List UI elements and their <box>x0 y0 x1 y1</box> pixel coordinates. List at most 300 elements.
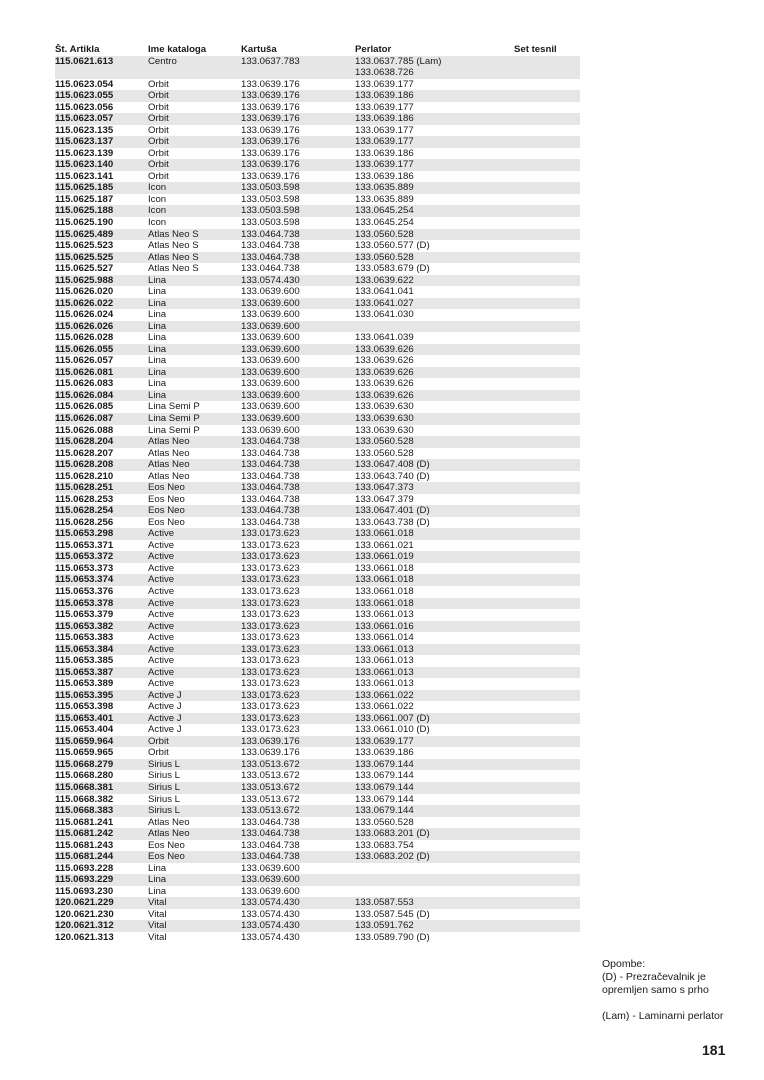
cell-seal-set <box>514 586 580 598</box>
cell-aerator: 133.0639.626 <box>355 355 414 367</box>
cell-cartridge: 133.0464.738 <box>241 459 300 471</box>
table-row <box>55 309 580 321</box>
cell-article-number: 115.0681.243 <box>55 839 114 851</box>
table-row <box>55 909 580 921</box>
cell-seal-set <box>514 540 580 552</box>
cell-catalog-name: Lina <box>148 286 167 298</box>
cell-catalog-name: Atlas Neo <box>148 447 190 459</box>
cell-cartridge: 133.0173.623 <box>241 666 300 678</box>
cell-article-number: 115.0653.401 <box>55 712 114 724</box>
cell-aerator: 133.0661.018 <box>355 562 414 574</box>
cell-cartridge: 133.0574.430 <box>241 908 300 920</box>
cell-article-number: 115.0668.383 <box>55 805 114 817</box>
cell-seal-set <box>514 459 580 471</box>
cell-seal-set <box>514 171 580 183</box>
cell-seal-set <box>514 851 580 863</box>
cell-cartridge: 133.0574.430 <box>241 920 300 932</box>
cell-article-number: 115.0668.279 <box>55 758 114 770</box>
cell-seal-set <box>514 747 580 759</box>
cell-aerator: 133.0661.013 <box>355 655 414 667</box>
cell-aerator: 133.0661.014 <box>355 632 414 644</box>
cell-article-number: 115.0623.137 <box>55 136 114 148</box>
cell-catalog-name: Sirius L <box>148 782 180 794</box>
cell-cartridge: 133.0639.600 <box>241 885 300 897</box>
cell-catalog-name: Lina <box>148 274 167 286</box>
cell-catalog-name: Active <box>148 597 175 609</box>
table-row <box>55 494 580 506</box>
cell-article-number: 115.0625.190 <box>55 216 114 228</box>
cell-article-number: 115.0653.389 <box>55 678 114 690</box>
cell-catalog-name: Active J <box>148 712 182 724</box>
notes <box>602 958 742 1036</box>
cell-catalog-name: Lina <box>148 297 167 309</box>
cell-cartridge: 133.0173.623 <box>241 689 300 701</box>
cell-catalog-name: Atlas Neo <box>148 828 190 840</box>
cell-cartridge: 133.0173.623 <box>241 585 300 597</box>
table-row <box>55 782 580 794</box>
table-row <box>55 148 580 160</box>
cell-aerator: 133.0639.186 <box>355 113 414 125</box>
cell-cartridge: 133.0639.176 <box>241 735 300 747</box>
cell-catalog-name: Centro <box>148 55 177 67</box>
table-row <box>55 644 580 656</box>
cell-cartridge: 133.0173.623 <box>241 724 300 736</box>
cell-aerator: 133.0661.018 <box>355 528 414 540</box>
cell-seal-set <box>514 909 580 921</box>
cell-catalog-name: Active J <box>148 689 182 701</box>
cell-seal-set <box>514 367 580 379</box>
cell-cartridge: 133.0639.600 <box>241 343 300 355</box>
cell-seal-set <box>514 517 580 529</box>
cell-article-number: 115.0668.381 <box>55 782 114 794</box>
table-row <box>55 632 580 644</box>
cell-aerator: 133.0639.630 <box>355 424 414 436</box>
cell-cartridge: 133.0639.600 <box>241 366 300 378</box>
cell-cartridge: 133.0639.600 <box>241 286 300 298</box>
cell-seal-set <box>514 655 580 667</box>
cell-catalog-name: Active <box>148 551 175 563</box>
cell-cartridge: 133.0464.738 <box>241 263 300 275</box>
cell-aerator: 133.0635.889 <box>355 182 414 194</box>
cell-article-number: 115.0653.383 <box>55 632 114 644</box>
cell-seal-set <box>514 701 580 713</box>
note-d: (D) - Prezračevalnik je opremljen samo s prho <box>602 971 709 996</box>
cell-article-number: 115.0653.298 <box>55 528 114 540</box>
cell-catalog-name: Active <box>148 562 175 574</box>
cell-aerator: 133.0560.528 <box>355 436 414 448</box>
table-row <box>55 194 580 206</box>
cell-seal-set <box>514 736 580 748</box>
cell-cartridge: 133.0639.600 <box>241 332 300 344</box>
table-row <box>55 367 580 379</box>
cell-cartridge: 133.0503.598 <box>241 216 300 228</box>
cell-catalog-name: Atlas Neo S <box>148 228 199 240</box>
cell-article-number: 115.0625.185 <box>55 182 114 194</box>
cell-seal-set <box>514 102 580 114</box>
cell-seal-set <box>514 563 580 575</box>
cell-aerator: 133.0661.007 (D) <box>355 712 430 724</box>
cell-cartridge: 133.0639.600 <box>241 424 300 436</box>
table-row <box>55 56 580 79</box>
cell-aerator: 133.0587.545 (D) <box>355 908 430 920</box>
cell-cartridge: 133.0639.600 <box>241 320 300 332</box>
cell-seal-set <box>514 551 580 563</box>
table-row <box>55 401 580 413</box>
cell-catalog-name: Lina <box>148 885 167 897</box>
table-row <box>55 794 580 806</box>
cell-article-number: 115.0626.024 <box>55 309 114 321</box>
cell-seal-set <box>514 448 580 460</box>
cell-article-number: 115.0626.088 <box>55 424 114 436</box>
cell-article-number: 115.0623.057 <box>55 113 114 125</box>
cell-aerator: 133.0639.626 <box>355 389 414 401</box>
cell-article-number: 115.0625.489 <box>55 228 114 240</box>
table-row <box>55 551 580 563</box>
table-row <box>55 747 580 759</box>
cell-aerator: 133.0661.013 <box>355 643 414 655</box>
cell-article-number: 120.0621.313 <box>55 931 114 943</box>
cell-article-number: 115.0626.087 <box>55 413 114 425</box>
cell-aerator: 133.0645.254 <box>355 205 414 217</box>
cell-aerator: 133.0661.016 <box>355 620 414 632</box>
cell-catalog-name: Orbit <box>148 101 169 113</box>
cell-cartridge: 133.0574.430 <box>241 897 300 909</box>
cell-cartridge: 133.0503.598 <box>241 182 300 194</box>
cell-catalog-name: Eos Neo <box>148 851 185 863</box>
table-row <box>55 471 580 483</box>
cell-cartridge: 133.0639.176 <box>241 747 300 759</box>
cell-catalog-name: Lina Semi P <box>148 424 200 436</box>
cell-cartridge: 133.0173.623 <box>241 597 300 609</box>
cell-aerator: 133.0661.021 <box>355 539 414 551</box>
cell-cartridge: 133.0173.623 <box>241 539 300 551</box>
table-row <box>55 344 580 356</box>
cell-article-number: 115.0653.404 <box>55 724 114 736</box>
cell-seal-set <box>514 136 580 148</box>
table-row <box>55 263 580 275</box>
cell-aerator: 133.0641.039 <box>355 332 414 344</box>
cell-article-number: 115.0625.523 <box>55 240 114 252</box>
cell-seal-set <box>514 678 580 690</box>
cell-seal-set <box>514 309 580 321</box>
cell-seal-set <box>514 690 580 702</box>
cell-article-number: 115.0623.055 <box>55 90 114 102</box>
cell-article-number: 115.0626.055 <box>55 343 114 355</box>
cell-article-number: 115.0653.374 <box>55 574 114 586</box>
cell-article-number: 115.0653.378 <box>55 597 114 609</box>
cell-aerator: 133.0641.027 <box>355 297 414 309</box>
cell-aerator: 133.0645.254 <box>355 216 414 228</box>
cell-cartridge: 133.0639.176 <box>241 90 300 102</box>
cell-aerator: 133.0679.144 <box>355 805 414 817</box>
cell-seal-set <box>514 471 580 483</box>
cell-aerator: 133.0661.018 <box>355 585 414 597</box>
cell-cartridge: 133.0639.176 <box>241 136 300 148</box>
table-row <box>55 724 580 736</box>
table-row <box>55 182 580 194</box>
cell-seal-set <box>514 505 580 517</box>
table-row <box>55 886 580 898</box>
cell-aerator: 133.0661.022 <box>355 689 414 701</box>
cell-catalog-name: Vital <box>148 897 167 909</box>
cell-cartridge: 133.0464.738 <box>241 228 300 240</box>
cell-catalog-name: Atlas Neo S <box>148 240 199 252</box>
cell-seal-set <box>514 182 580 194</box>
cell-catalog-name: Atlas Neo <box>148 816 190 828</box>
cell-article-number: 115.0623.135 <box>55 124 114 136</box>
cell-article-number: 115.0653.371 <box>55 539 114 551</box>
cell-aerator: 133.0661.018 <box>355 597 414 609</box>
cell-cartridge: 133.0639.600 <box>241 355 300 367</box>
cell-aerator: 133.0639.177 <box>355 136 414 148</box>
table-row <box>55 540 580 552</box>
table-row <box>55 159 580 171</box>
cell-catalog-name: Active <box>148 539 175 551</box>
cell-article-number: 115.0626.081 <box>55 366 114 378</box>
cell-cartridge: 133.0637.783 <box>241 55 300 67</box>
cell-article-number: 115.0628.208 <box>55 459 114 471</box>
cell-aerator: 133.0643.738 (D) <box>355 516 430 528</box>
cell-catalog-name: Icon <box>148 182 167 194</box>
cell-cartridge: 133.0639.176 <box>241 159 300 171</box>
cell-seal-set <box>514 275 580 287</box>
table-row <box>55 229 580 241</box>
cell-cartridge: 133.0639.600 <box>241 297 300 309</box>
cell-seal-set <box>514 528 580 540</box>
cell-seal-set <box>514 298 580 310</box>
cell-catalog-name: Active <box>148 585 175 597</box>
table-row <box>55 713 580 725</box>
cell-catalog-name: Orbit <box>148 147 169 159</box>
cell-aerator: 133.0637.785 (Lam) 133.0638.726 <box>355 55 442 79</box>
cell-cartridge: 133.0173.623 <box>241 562 300 574</box>
table-row <box>55 528 580 540</box>
cell-article-number: 115.0626.026 <box>55 320 114 332</box>
cell-article-number: 115.0621.613 <box>55 55 114 67</box>
cell-aerator: 133.0679.144 <box>355 758 414 770</box>
cell-seal-set <box>514 56 580 79</box>
cell-article-number: 115.0628.254 <box>55 505 114 517</box>
table-row <box>55 863 580 875</box>
cell-article-number: 115.0653.385 <box>55 655 114 667</box>
cell-article-number: 115.0628.207 <box>55 447 114 459</box>
cell-seal-set <box>514 229 580 241</box>
cell-cartridge: 133.0173.623 <box>241 632 300 644</box>
cell-seal-set <box>514 90 580 102</box>
cell-catalog-name: Active <box>148 632 175 644</box>
cell-article-number: 115.0693.230 <box>55 885 114 897</box>
cell-article-number: 115.0693.229 <box>55 874 114 886</box>
cell-catalog-name: Active J <box>148 724 182 736</box>
cell-cartridge: 133.0173.623 <box>241 574 300 586</box>
table-row <box>55 355 580 367</box>
cell-cartridge: 133.0513.672 <box>241 805 300 817</box>
cell-cartridge: 133.0464.738 <box>241 251 300 263</box>
cell-aerator: 133.0639.186 <box>355 747 414 759</box>
cell-catalog-name: Eos Neo <box>148 493 185 505</box>
cell-article-number: 115.0653.395 <box>55 689 114 701</box>
cell-aerator: 133.0583.679 (D) <box>355 263 430 275</box>
cell-cartridge: 133.0464.738 <box>241 470 300 482</box>
cell-aerator: 133.0560.528 <box>355 228 414 240</box>
cell-aerator: 133.0560.528 <box>355 816 414 828</box>
table-row <box>55 436 580 448</box>
cell-catalog-name: Orbit <box>148 113 169 125</box>
cell-cartridge: 133.0173.623 <box>241 609 300 621</box>
cell-seal-set <box>514 194 580 206</box>
table-row <box>55 332 580 344</box>
cell-cartridge: 133.0464.738 <box>241 493 300 505</box>
cell-cartridge: 133.0574.430 <box>241 931 300 943</box>
table-row <box>55 817 580 829</box>
cell-cartridge: 133.0173.623 <box>241 528 300 540</box>
table-row <box>55 413 580 425</box>
table-row <box>55 874 580 886</box>
cell-aerator: 133.0661.013 <box>355 609 414 621</box>
cell-article-number: 115.0626.084 <box>55 389 114 401</box>
cell-catalog-name: Sirius L <box>148 805 180 817</box>
cell-aerator: 133.0647.401 (D) <box>355 505 430 517</box>
cell-aerator: 133.0639.626 <box>355 378 414 390</box>
cell-article-number: 115.0668.382 <box>55 793 114 805</box>
cell-aerator: 133.0679.144 <box>355 793 414 805</box>
cell-seal-set <box>514 205 580 217</box>
table-row <box>55 275 580 287</box>
cell-cartridge: 133.0464.738 <box>241 505 300 517</box>
cell-cartridge: 133.0503.598 <box>241 205 300 217</box>
cell-aerator: 133.0679.144 <box>355 770 414 782</box>
cell-seal-set <box>514 667 580 679</box>
cell-catalog-name: Orbit <box>148 747 169 759</box>
cell-aerator: 133.0639.186 <box>355 170 414 182</box>
cell-cartridge: 133.0639.600 <box>241 874 300 886</box>
cell-cartridge: 133.0639.600 <box>241 389 300 401</box>
cell-catalog-name: Icon <box>148 216 167 228</box>
cell-aerator: 133.0641.041 <box>355 286 414 298</box>
table-row <box>55 563 580 575</box>
cell-article-number: 115.0623.141 <box>55 170 114 182</box>
cell-article-number: 115.0628.210 <box>55 470 114 482</box>
cell-aerator: 133.0587.553 <box>355 897 414 909</box>
cell-seal-set <box>514 632 580 644</box>
cell-catalog-name: Sirius L <box>148 758 180 770</box>
cell-article-number: 115.0653.382 <box>55 620 114 632</box>
cell-article-number: 115.0625.188 <box>55 205 114 217</box>
cell-seal-set <box>514 425 580 437</box>
cell-cartridge: 133.0464.738 <box>241 516 300 528</box>
table-row <box>55 736 580 748</box>
cell-catalog-name: Active <box>148 678 175 690</box>
cell-aerator: 133.0639.177 <box>355 159 414 171</box>
cell-catalog-name: Lina <box>148 309 167 321</box>
cell-catalog-name: Lina <box>148 389 167 401</box>
cell-cartridge: 133.0503.598 <box>241 193 300 205</box>
table-row <box>55 667 580 679</box>
cell-aerator: 133.0647.379 <box>355 493 414 505</box>
cell-article-number: 115.0653.376 <box>55 585 114 597</box>
cell-article-number: 115.0628.253 <box>55 493 114 505</box>
cell-seal-set <box>514 840 580 852</box>
cell-seal-set <box>514 263 580 275</box>
cell-aerator <box>355 863 514 875</box>
cell-cartridge: 133.0464.738 <box>241 447 300 459</box>
cell-catalog-name: Atlas Neo S <box>148 263 199 275</box>
cell-catalog-name: Lina <box>148 378 167 390</box>
table-row <box>55 125 580 137</box>
cell-catalog-name: Active J <box>148 701 182 713</box>
cell-catalog-name: Lina <box>148 874 167 886</box>
table-row <box>55 79 580 91</box>
header-aerator: Perlator <box>355 44 392 55</box>
cell-aerator: 133.0639.630 <box>355 413 414 425</box>
cell-aerator: 133.0639.186 <box>355 147 414 159</box>
cell-seal-set <box>514 621 580 633</box>
table-row <box>55 102 580 114</box>
cell-catalog-name: Orbit <box>148 735 169 747</box>
cell-aerator: 133.0683.202 (D) <box>355 851 430 863</box>
cell-article-number: 115.0625.527 <box>55 263 114 275</box>
cell-article-number: 115.0681.241 <box>55 816 114 828</box>
cell-catalog-name: Active <box>148 655 175 667</box>
cell-article-number: 120.0621.229 <box>55 897 114 909</box>
cell-catalog-name: Lina <box>148 862 167 874</box>
cell-aerator: 133.0560.577 (D) <box>355 240 430 252</box>
cell-catalog-name: Orbit <box>148 136 169 148</box>
cell-catalog-name: Lina <box>148 355 167 367</box>
header-seal-set: Set tesnil <box>514 44 557 55</box>
cell-seal-set <box>514 413 580 425</box>
cell-article-number: 115.0653.398 <box>55 701 114 713</box>
cell-article-number: 120.0621.312 <box>55 920 114 932</box>
cell-cartridge: 133.0639.176 <box>241 170 300 182</box>
cell-seal-set <box>514 378 580 390</box>
notes-title: Opombe: <box>602 958 646 970</box>
cell-catalog-name: Lina <box>148 343 167 355</box>
cell-seal-set <box>514 794 580 806</box>
cell-aerator: 133.0641.030 <box>355 309 414 321</box>
table-row <box>55 171 580 183</box>
table-row <box>55 298 580 310</box>
table-row <box>55 505 580 517</box>
cell-seal-set <box>514 217 580 229</box>
cell-cartridge: 133.0639.600 <box>241 862 300 874</box>
table-row <box>55 448 580 460</box>
cell-article-number: 115.0628.251 <box>55 482 114 494</box>
cell-catalog-name: Lina <box>148 366 167 378</box>
cell-catalog-name: Lina Semi P <box>148 401 200 413</box>
cell-aerator: 133.0639.630 <box>355 401 414 413</box>
cell-aerator: 133.0661.013 <box>355 666 414 678</box>
table-row <box>55 621 580 633</box>
cell-catalog-name: Icon <box>148 205 167 217</box>
cell-seal-set <box>514 713 580 725</box>
cell-article-number: 115.0628.256 <box>55 516 114 528</box>
cell-cartridge: 133.0173.623 <box>241 551 300 563</box>
cell-aerator: 133.0639.177 <box>355 124 414 136</box>
cell-aerator: 133.0639.177 <box>355 735 414 747</box>
table-row <box>55 586 580 598</box>
cell-seal-set <box>514 828 580 840</box>
table-row <box>55 321 580 333</box>
cell-cartridge: 133.0173.623 <box>241 620 300 632</box>
header-article-number: Št. Artikla <box>55 44 100 55</box>
cell-cartridge: 133.0173.623 <box>241 678 300 690</box>
table-row <box>55 609 580 621</box>
table-row <box>55 840 580 852</box>
cell-cartridge: 133.0639.176 <box>241 124 300 136</box>
table-row <box>55 932 580 944</box>
cell-catalog-name: Active <box>148 574 175 586</box>
